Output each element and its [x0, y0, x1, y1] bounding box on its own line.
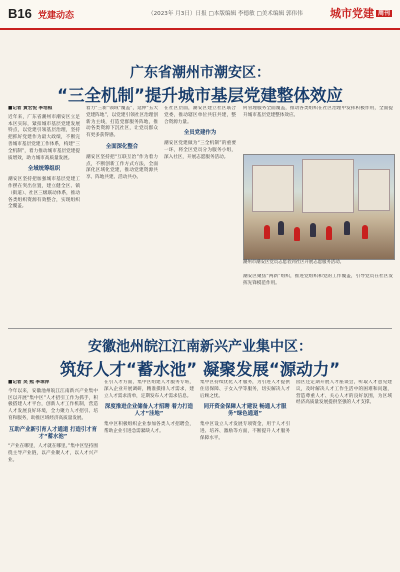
article2-col2b-text: 集中区积极组织企业参加各类人才招聘会，帮助企业引进急需紧缺人才。: [104, 421, 194, 434]
article1-col2-text: 着力“三新”领域“覆盖”，延伸“五大党建阵地”，以党建引领社区治理创新为主线，打造党群服务阵地，推动各类资源下沉社区，让党员群众有更多获得感。: [86, 106, 158, 139]
article2-column-1: [8, 380, 98, 566]
article1-subhead-3: 全员党建作为: [183, 130, 217, 137]
section-title: 党建动态: [38, 11, 75, 21]
article2-col1b-text: “产业在哪里，人才就在哪里。”集中区坚持围绕主导产业链，以产业聚人才，以人才兴产业。: [8, 444, 98, 463]
article1-col3b-text: 潮安区党建做为“三全机制”的重要一环，将全区党员分为服务小组，深入社区，开展志愿服务活动。: [164, 141, 236, 160]
article1-column-3: [164, 106, 236, 324]
article2-byline: ■记者 吴 熙 李琼萍: [8, 380, 50, 385]
article2-col4-text: 园区还定期开展人才座谈会，听取人才意见建议，及时解决人才工作生活中的困难和问题，营造尊重人才、关心人才的良好氛围，为区域经济高质量发展提供坚强的人才支撑。: [296, 380, 392, 406]
article1-col2b-text: 潮安区坚持把“互联互治”作为着力点，不断创新工作方式方法，全面深化区域化党建，推动党建资源共享、阵地共建、活动共办。: [86, 154, 158, 181]
article1-byline: ■记者 黄宏悦 李培桓: [8, 106, 53, 111]
article1-col4b-text: 潮安区聚焦“两新”组织，推进党组织和党的工作覆盖，引导党员在社区发挥先锋模范作用。: [243, 274, 393, 286]
article2-headline-line1: 安徽池州皖江江南新兴产业集中区：: [88, 339, 312, 355]
article1-column-4b: [243, 274, 393, 324]
article2-subhead-1: 互助产业新引育人才通道 打造引才育才“蓄水池”: [8, 426, 98, 440]
logo-tag: 周刊: [377, 10, 390, 17]
volunteer-photo: [243, 154, 395, 260]
article2-headline-line2: 筑好人才“蓄水池” 凝聚发展“源动力”: [59, 360, 341, 379]
article1-column-2: [86, 106, 158, 324]
article1-col4-text: 何管理服务全面覆盖，推动各类组织在社区治理中发挥积极作用，全面提升城市基层党建整体效应。: [243, 106, 393, 118]
article2-col3-text: 集中区持续优化人才服务，为引进人才提供住房保障、子女入学等服务，切实解决人才后顾之忧。: [200, 380, 290, 399]
newspaper-logo: [330, 5, 392, 21]
photo-caption: 潮州市潮安区党员志愿者到社区开展志愿服务活动。: [243, 260, 344, 265]
article1-subhead-1: 全域统筹组织: [27, 166, 61, 173]
article2-col1-text: 今年以来，安徽池州皖江江南新兴产业集中区以开展“集中区”人才招引工作为抓手，积极搭建人才平台，创新人才工作机制，营造人才发展良好环境，全力聚力人才招引、培育和服务，助推区域经济高质量发展。: [8, 388, 98, 421]
article2-column-4: [296, 380, 392, 566]
page-number: B16: [8, 6, 32, 21]
article2-col2-text: 在引人才方面，集中区组建人才服务专班，深入企业开展调研，精准摸排人才需求，建立人才需求清单，定期发布人才需求信息。: [104, 380, 194, 399]
article2-col3b-text: 集中区设立人才发展专项资金，用于人才引进、培养、激励等方面，不断提升人才服务保障水平。: [200, 421, 290, 441]
article1-col3-text: 在社区层面，潮安区建立社区联合党委，推动辖区单位共驻共建，整合资源力量。: [164, 106, 236, 125]
logo-text: 城市党建: [329, 7, 374, 20]
article1-column-4: [243, 106, 393, 152]
article1-column-1: [8, 106, 80, 324]
article2-subhead-2: 深度推进企业储备人才招聘 着力打造人才“洼地”: [104, 404, 194, 418]
article2-column-2: [104, 380, 194, 566]
masthead: [0, 0, 400, 30]
section-divider: [8, 328, 392, 329]
article1-subhead-2: 全面深化整合: [105, 143, 139, 150]
article2-column-3: [200, 380, 290, 566]
dateline: （2023年 月3日）日报 □本版编辑 李德敏 □美术编辑 郭伟伟: [148, 11, 303, 17]
article1-headline-line2: “三全机制”提升城市基层党建整体效应: [57, 86, 343, 105]
article1-col1-text: 近年来，广东省潮州市潮安区立足本区实际，紧扣城市基层党建发展特点，以党建引领基层治理，坚持把抓好党建作为最大政绩，不断完善城市基层党建工作体系，构建“三全机制”，着力推动城市基层党建提质增效，助力城市高质量发展。: [8, 114, 80, 161]
article2-subhead-3: 同开资金保障人才建设 畅通人才服务“绿色通道”: [203, 404, 287, 418]
article1-headline-line1: 广东省潮州市潮安区：: [130, 65, 270, 81]
article1-col1b-text: 潮安区坚持把加强城市基层党建工作摆在突出位置，建立健全区、镇（街道）、社区三级联动体系，推动各类组织资源有效整合，实现组织全覆盖。: [8, 177, 80, 210]
